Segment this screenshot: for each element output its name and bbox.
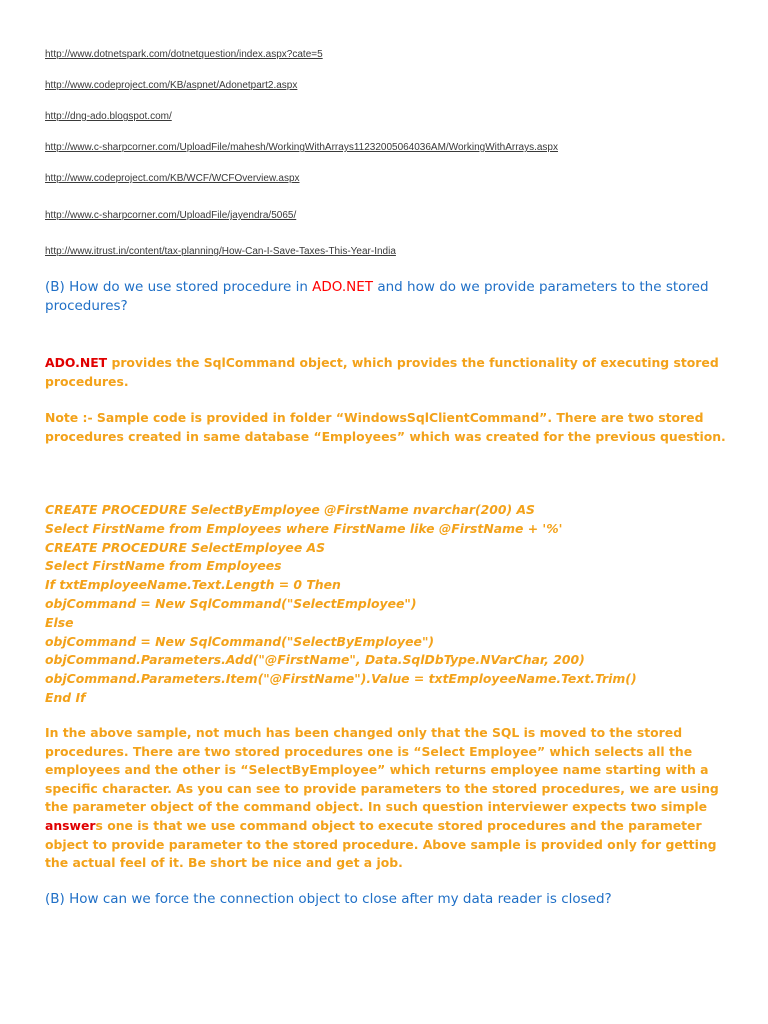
code-line: objCommand.Parameters.Item("@FirstName").Value = txtEmployeeName.Text.Trim()	[45, 671, 637, 687]
intro-text: provides the SqlCommand object, which provides the functionality of executing stored procedures.	[45, 355, 719, 389]
explanation-paragraph	[45, 724, 735, 873]
code-line: If txtEmployeeName.Text.Length = 0 Then	[45, 577, 341, 593]
reference-link-1[interactable]: http://www.dotnetspark.com/dotnetquestion/index.aspx?cate=5	[45, 49, 323, 60]
adonet-highlight: ADO.NET	[45, 355, 108, 370]
code-line: Select FirstName from Employees	[45, 558, 282, 574]
reference-link-5[interactable]: http://www.codeproject.com/KB/WCF/WCFOverview.aspx	[45, 173, 300, 184]
question-heading-connection-close: (B) How can we force the connection object to close after my data reader is closed?	[45, 891, 612, 907]
code-line: objCommand = New SqlCommand("SelectEmployee")	[45, 595, 417, 611]
code-line: Else	[45, 614, 74, 630]
adonet-highlight: ADO.NET	[312, 279, 374, 295]
intro-paragraph	[45, 354, 735, 391]
reference-link-6[interactable]: http://www.c-sharpcorner.com/UploadFile/jayendra/5065/	[45, 210, 297, 221]
explanation-text-1: In the above sample, not much has been changed only that the SQL is moved to the stored procedures. There are two stored procedures one is “Select Employee” which selects all the employees and the other is “SelectByEmployee” which returns employee name starting with a specific character. As you can see to provide parameters to the stored procedures, we are using the parameter object of the command object. In such question interviewer expects two simple	[45, 725, 719, 815]
code-line: objCommand.Parameters.Add("@FirstName", Data.SqlDbType.NVarChar, 200)	[45, 652, 585, 668]
reference-link-3[interactable]: http://dng-ado.blogspot.com/	[45, 111, 172, 122]
answer-highlight: answer	[45, 817, 96, 833]
question-heading-prefix: (B) How do we use stored procedure in	[45, 279, 313, 295]
code-line: objCommand = New SqlCommand("SelectByEmployee")	[45, 633, 435, 649]
question-heading-stored-procedure	[45, 278, 745, 316]
reference-link-2[interactable]: http://www.codeproject.com/KB/aspnet/Adonetpart2.aspx	[45, 80, 298, 91]
reference-link-7[interactable]: http://www.itrust.in/content/tax-planning/How-Can-I-Save-Taxes-This-Year-India	[45, 246, 396, 257]
explanation-text-2: s one is that we use command object to execute stored procedures and the parameter object to provide parameter to the stored procedure. Above sample is provided only for getting the actual feel of it. Be short be nice and get a job.	[45, 817, 717, 871]
code-line: Select FirstName from Employees where FirstName like @FirstName + '%'	[45, 520, 563, 536]
code-sample	[45, 501, 735, 708]
code-line: CREATE PROCEDURE SelectEmployee AS	[45, 539, 326, 555]
note-paragraph: Note :- Sample code is provided in folder “WindowsSqlClientCommand”. There are two stored procedures created in same database “Employees” which was created for the previous question.	[45, 410, 726, 444]
question-heading-suffix: and how do we provide parameters to the stored procedures?	[45, 279, 709, 314]
reference-link-4[interactable]: http://www.c-sharpcorner.com/UploadFile/mahesh/WorkingWithArrays11232005064036AM/WorkingWithArrays.aspx	[45, 142, 558, 153]
code-line: End If	[45, 689, 86, 705]
code-line: CREATE PROCEDURE SelectByEmployee @FirstName nvarchar(200) AS	[45, 502, 535, 517]
